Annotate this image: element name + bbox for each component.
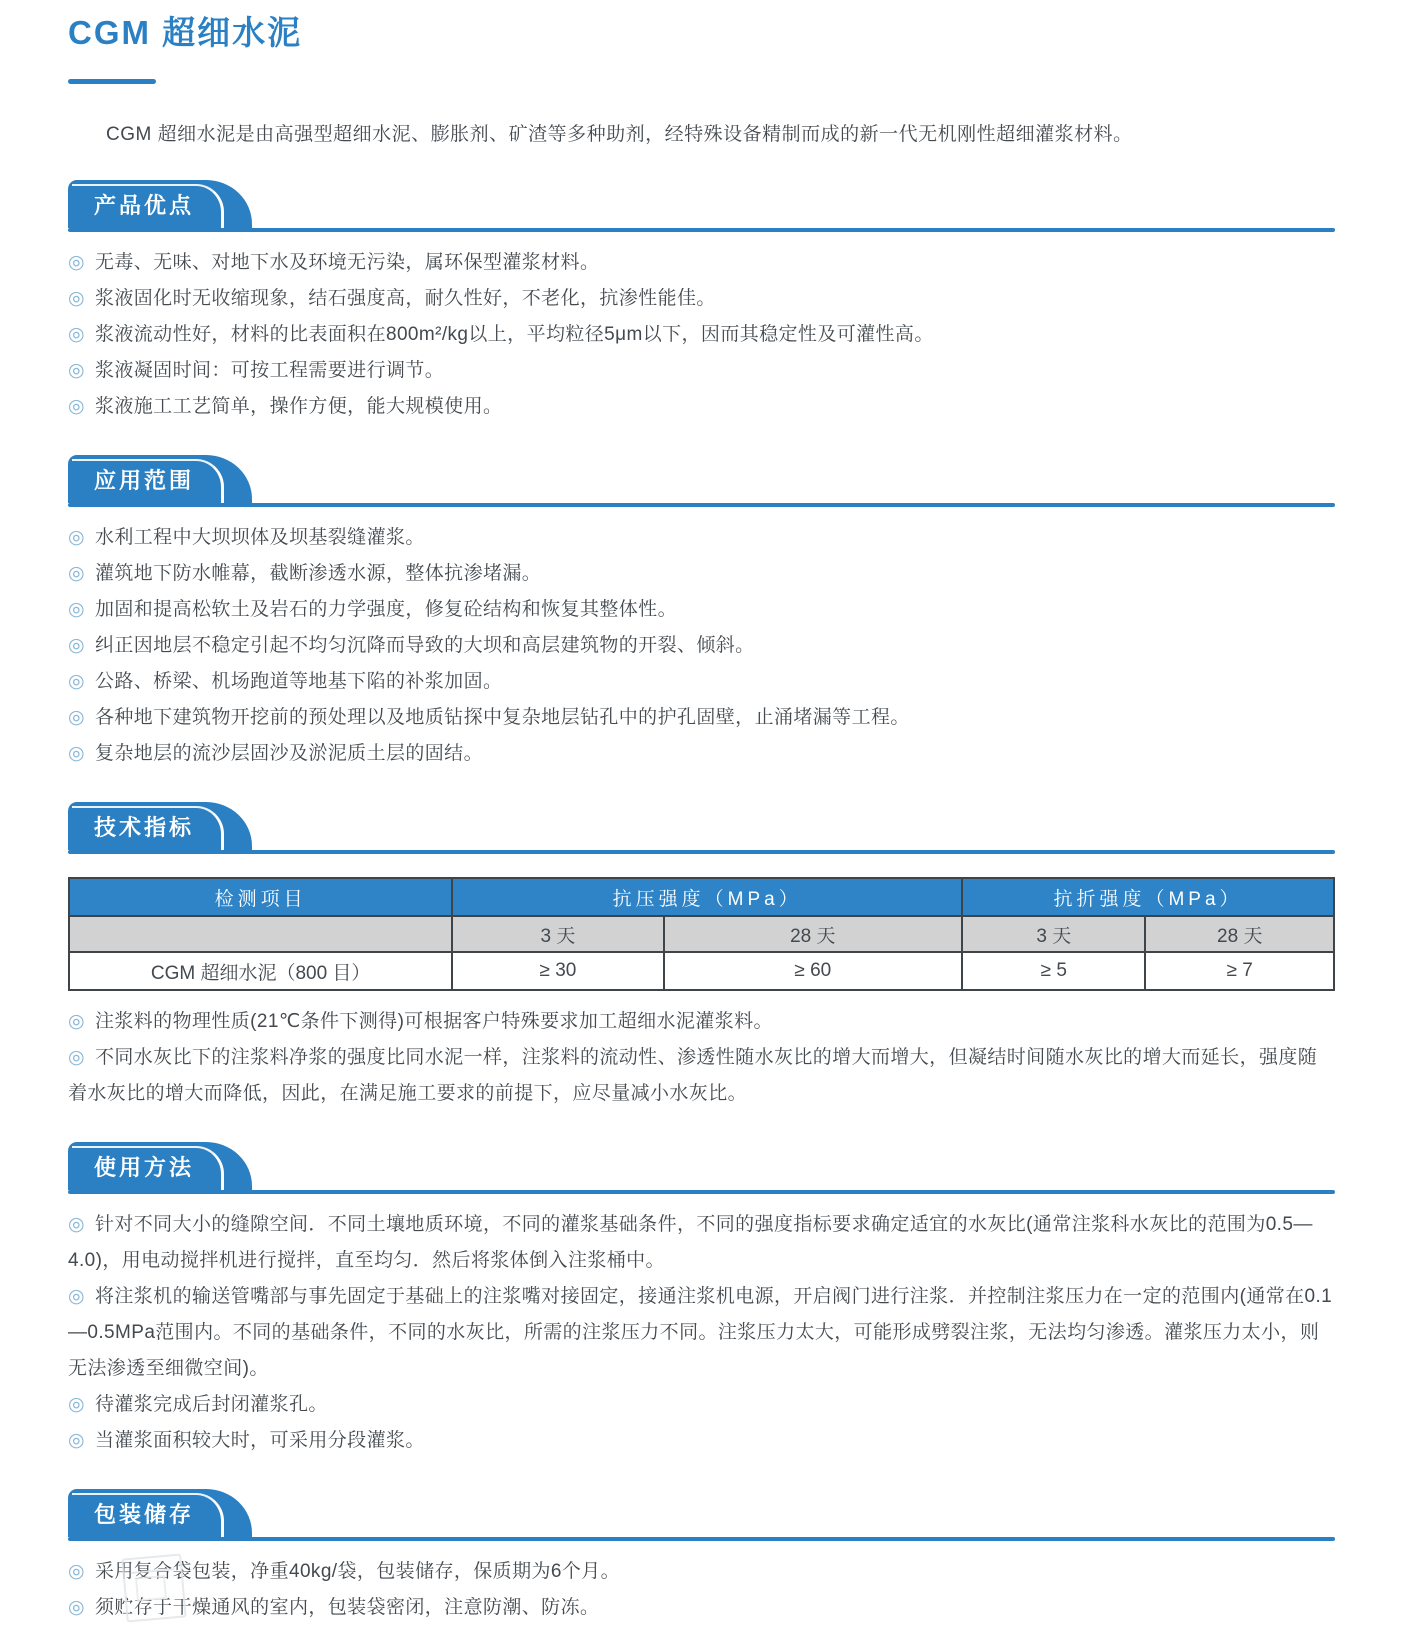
list-item: ◎ 针对不同大小的缝隙空间．不同土壤地质环境，不同的灌浆基础条件，不同的强度指标要求确定适宜的水灰比(通常注浆科水灰比的范围为0.5—4.0)，用电动搅拌机进行搅拌，直至均匀．然后将浆体倒入注浆桶中。 — [68, 1214, 1313, 1272]
column-header-group: 抗折强度（MPa） — [962, 878, 1334, 916]
empty-cell — [69, 916, 452, 952]
section-title: 包装储存 — [94, 1502, 195, 1528]
section-underline — [68, 228, 1335, 232]
advantages-list — [68, 245, 1335, 425]
bullseye-bullet-icon: ◎ — [68, 527, 85, 549]
bullseye-bullet-icon: ◎ — [68, 1011, 85, 1033]
list-item: ◎ 待灌浆完成后封闭灌浆孔。 — [68, 1394, 328, 1416]
section-packaging — [68, 1489, 1335, 1626]
section-tab-specs — [68, 802, 252, 850]
section-applications — [68, 455, 1335, 772]
bullseye-bullet-icon: ◎ — [68, 671, 85, 693]
list-item: ◎ 将注浆机的输送管嘴部与事先固定于基础上的注浆嘴对接固定，接通注浆机电源，开启阀门进行注浆．并控制注浆压力在一定的范围内(通常在0.1—0.5MPa范围内。不同的基础条件，不同的水灰比，所需的注浆压力不同。注浆压力太大，可能形成劈裂注浆，无法均匀渗透。灌浆压力太小，则无法渗透至细微空间)。 — [68, 1286, 1333, 1380]
cell-value: ≥ 60 — [664, 952, 963, 990]
column-header-group: 抗压强度（MPa） — [452, 878, 962, 916]
sub-header: 3 天 — [452, 916, 663, 952]
section-tab-packaging — [68, 1489, 252, 1537]
bullseye-bullet-icon: ◎ — [68, 396, 85, 418]
bullseye-bullet-icon: ◎ — [68, 252, 85, 274]
table-subheader-row — [69, 916, 1334, 952]
bullseye-bullet-icon: ◎ — [68, 1561, 85, 1583]
table-header-row — [69, 878, 1334, 916]
cell-value: ≥ 5 — [962, 952, 1145, 990]
section-title: 产品优点 — [94, 193, 195, 219]
list-item: ◎ 浆液流动性好，材料的比表面积在800m²/kg以上，平均粒径5μm以下，因而其稳定性及可灌性高。 — [68, 324, 934, 346]
bullseye-bullet-icon: ◎ — [68, 707, 85, 729]
section-title: 应用范围 — [94, 468, 195, 494]
bullseye-bullet-icon: ◎ — [68, 743, 85, 765]
list-item: ◎ 采用复合袋包装，净重40kg/袋，包装储存，保质期为6个月。 — [68, 1561, 621, 1583]
list-item: ◎ 灌筑地下防水帷幕，截断渗透水源，整体抗渗堵漏。 — [68, 563, 542, 585]
spec-notes — [68, 1004, 1335, 1112]
bullseye-bullet-icon: ◎ — [68, 1430, 85, 1452]
list-item: ◎ 纠正因地层不稳定引起不均匀沉降而导致的大坝和高层建筑物的开裂、倾斜。 — [68, 635, 755, 657]
list-item: ◎ 各种地下建筑物开挖前的预处理以及地质钻探中复杂地层钻孔中的护孔固壁，止涌堵漏等工程。 — [68, 707, 910, 729]
bullseye-bullet-icon: ◎ — [68, 599, 85, 621]
row-name: CGM 超细水泥（800 目） — [69, 952, 452, 990]
bullseye-bullet-icon: ◎ — [68, 324, 85, 346]
bullseye-bullet-icon: ◎ — [68, 288, 85, 310]
list-item: ◎ 复杂地层的流沙层固沙及淤泥质土层的固结。 — [68, 743, 483, 765]
sub-header: 28 天 — [664, 916, 963, 952]
section-underline — [68, 1537, 1335, 1541]
column-header: 检测项目 — [69, 878, 452, 916]
list-item: ◎ 浆液施工工艺简单，操作方便，能大规模使用。 — [68, 396, 503, 418]
section-advantages — [68, 180, 1335, 425]
bullseye-bullet-icon: ◎ — [68, 1597, 85, 1619]
section-underline — [68, 1190, 1335, 1194]
section-tab-usage — [68, 1142, 252, 1190]
list-item: ◎ 须贮存于干燥通风的室内，包装袋密闭，注意防潮、防冻。 — [68, 1597, 600, 1619]
cell-value: ≥ 30 — [452, 952, 663, 990]
cell-value: ≥ 7 — [1145, 952, 1334, 990]
section-underline — [68, 503, 1335, 507]
list-item: ◎ 加固和提高松软土及岩石的力学强度，修复砼结构和恢复其整体性。 — [68, 599, 677, 621]
bullseye-bullet-icon: ◎ — [68, 1047, 85, 1069]
section-usage — [68, 1142, 1335, 1459]
page-title: CGM 超细水泥 — [68, 14, 303, 51]
section-tab-applications — [68, 455, 252, 503]
list-item: ◎ 当灌浆面积较大时，可采用分段灌浆。 — [68, 1430, 425, 1452]
section-underline — [68, 850, 1335, 854]
list-item: ◎ 公路、桥梁、机场跑道等地基下陷的补浆加固。 — [68, 671, 503, 693]
bullseye-bullet-icon: ◎ — [68, 1394, 85, 1416]
list-item: ◎ 不同水灰比下的注浆料净浆的强度比同水泥一样，注浆料的流动性、渗透性随水灰比的增大而增大，但凝结时间随水灰比的增大而延长，强度随着水灰比的增大而降低，因此，在满足施工要求的前提下，应尽量减小水灰比。 — [68, 1047, 1318, 1105]
table-row — [69, 952, 1334, 990]
bullseye-bullet-icon: ◎ — [68, 1214, 85, 1236]
section-tab-advantages — [68, 180, 252, 228]
bullseye-bullet-icon: ◎ — [68, 1286, 85, 1308]
list-item: ◎ 浆液凝固时间：可按工程需要进行调节。 — [68, 360, 445, 382]
spec-table — [68, 877, 1335, 991]
section-specs — [68, 802, 1335, 1112]
usage-list — [68, 1207, 1335, 1459]
list-item: ◎ 浆液固化时无收缩现象，结石强度高，耐久性好，不老化，抗渗性能佳。 — [68, 288, 716, 310]
title-underline — [68, 79, 156, 84]
list-item: ◎ 注浆料的物理性质(21℃条件下测得)可根据客户特殊要求加工超细水泥灌浆料。 — [68, 1011, 773, 1033]
packaging-list — [68, 1554, 1335, 1626]
bullseye-bullet-icon: ◎ — [68, 563, 85, 585]
intro-paragraph: CGM 超细水泥是由高强型超细水泥、膨胀剂、矿渣等多种助剂，经特殊设备精制而成的新一代无机刚性超细灌浆材料。 — [106, 123, 1133, 145]
list-item: ◎ 水利工程中大坝坝体及坝基裂缝灌浆。 — [68, 527, 425, 549]
bullseye-bullet-icon: ◎ — [68, 360, 85, 382]
bullseye-bullet-icon: ◎ — [68, 635, 85, 657]
sub-header: 3 天 — [962, 916, 1145, 952]
cement-bag-watermark — [121, 1554, 186, 1623]
section-title: 技术指标 — [94, 815, 195, 841]
sub-header: 28 天 — [1145, 916, 1334, 952]
list-item: ◎ 无毒、无味、对地下水及环境无污染，属环保型灌浆材料。 — [68, 252, 600, 274]
section-title: 使用方法 — [94, 1155, 195, 1181]
applications-list — [68, 520, 1335, 772]
